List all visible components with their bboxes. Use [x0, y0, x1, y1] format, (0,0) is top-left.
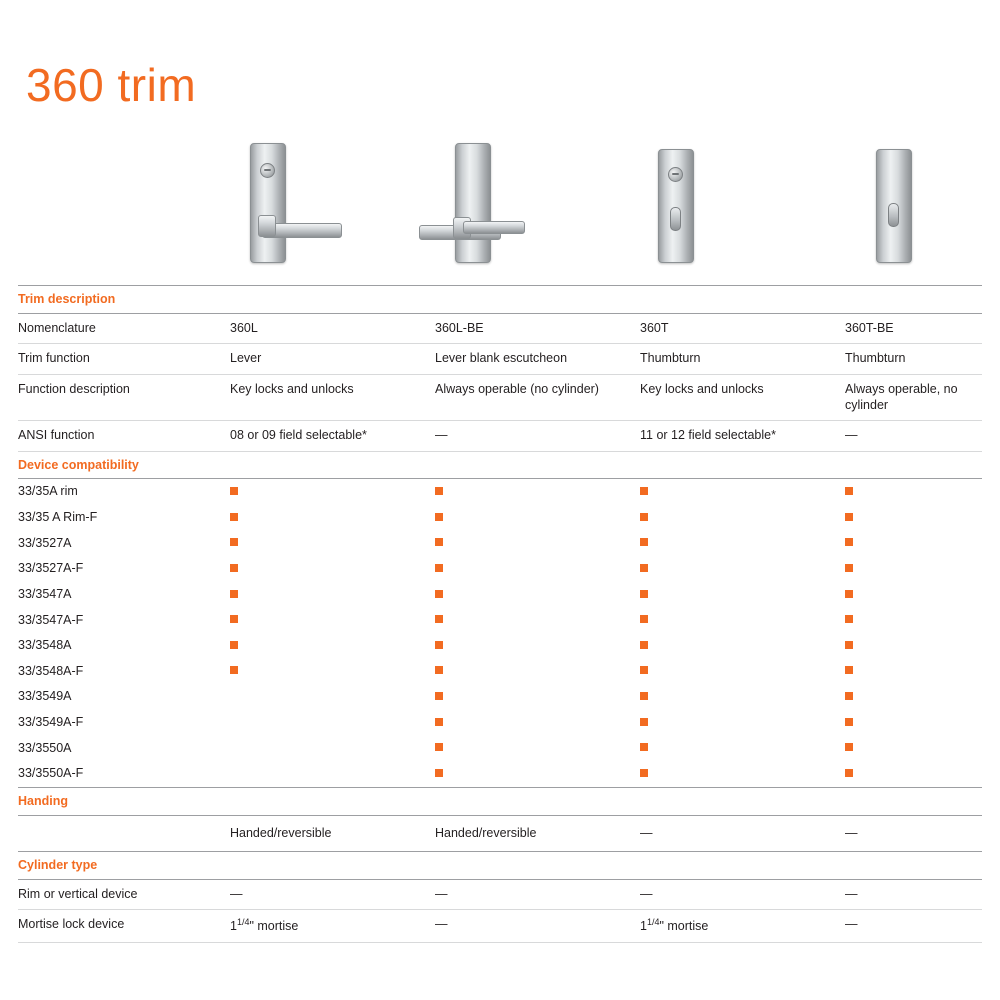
- cell-ansi-function-4: —: [845, 421, 982, 452]
- table-row: [18, 710, 982, 736]
- square-dot-icon: [435, 615, 443, 623]
- compatibility-mark: [435, 505, 640, 531]
- compatibility-mark: [230, 659, 435, 685]
- row-label-nomenclature: Nomenclature: [18, 313, 230, 344]
- product-image-row: [18, 135, 982, 275]
- specification-table: [18, 285, 982, 943]
- square-dot-icon: [435, 666, 443, 674]
- table-row: [18, 505, 982, 531]
- compatibility-rows: [18, 479, 982, 788]
- compatibility-mark: [845, 659, 982, 685]
- compatibility-mark: [640, 505, 845, 531]
- compatibility-mark: [640, 556, 845, 582]
- square-dot-icon: [435, 564, 443, 572]
- section-label-trim-description: Trim description: [18, 286, 982, 314]
- cell-rim-4: —: [845, 879, 982, 910]
- square-dot-icon: [845, 590, 853, 598]
- compatibility-mark: [845, 531, 982, 557]
- table-row-handing: [18, 815, 982, 852]
- square-dot-icon: [845, 538, 853, 546]
- row-label-compatibility: 33/3548A: [18, 638, 72, 653]
- table-row: [18, 736, 982, 762]
- cell-function-description-3: Key locks and unlocks: [640, 374, 845, 420]
- cell-mortise-4: —: [845, 910, 982, 943]
- row-label-compatibility: 33/35 A Rim-F: [18, 510, 98, 524]
- table-row-ansi-function: [18, 421, 982, 452]
- square-dot-icon: [435, 487, 443, 495]
- square-dot-icon: [845, 718, 853, 726]
- square-dot-icon: [845, 615, 853, 623]
- product-image-360t-be: [828, 135, 1000, 275]
- compatibility-empty: [230, 710, 435, 736]
- square-dot-icon: [230, 564, 238, 572]
- square-dot-icon: [230, 487, 238, 495]
- table-row-rim-or-vertical-device: [18, 879, 982, 910]
- cell-handing-3: —: [640, 815, 845, 852]
- cell-ansi-function-2: —: [435, 421, 640, 452]
- square-dot-icon: [640, 641, 648, 649]
- square-dot-icon: [640, 743, 648, 751]
- compatibility-mark: [845, 633, 982, 659]
- cell-nomenclature-1: 360L: [230, 313, 435, 344]
- square-dot-icon: [640, 692, 648, 700]
- row-label-compatibility: 33/3550A: [18, 740, 72, 755]
- compatibility-mark: [845, 479, 982, 505]
- compatibility-mark: [435, 684, 640, 710]
- cell-handing-1: Handed/reversible: [230, 815, 435, 852]
- cell-handing-4: —: [845, 815, 982, 852]
- square-dot-icon: [640, 769, 648, 777]
- compatibility-mark: [230, 556, 435, 582]
- row-label-compatibility: 33/3549A-F: [18, 715, 84, 729]
- row-label-compatibility: 33/35A rim: [18, 484, 78, 499]
- section-header-trim-description: [18, 286, 982, 314]
- compatibility-empty: [230, 761, 435, 787]
- row-label-compatibility: 33/3547A-F: [18, 612, 84, 627]
- square-dot-icon: [845, 564, 853, 572]
- compatibility-mark: [845, 761, 982, 787]
- compatibility-mark: [435, 556, 640, 582]
- row-label-function-description: Function description: [18, 374, 230, 420]
- row-label-compatibility: 33/3547A: [18, 586, 72, 601]
- compatibility-mark: [435, 710, 640, 736]
- cell-handing-2: Handed/reversible: [435, 815, 640, 852]
- row-label-compatibility: 33/3527A: [18, 535, 72, 550]
- square-dot-icon: [435, 769, 443, 777]
- compatibility-mark: [230, 608, 435, 634]
- compatibility-mark: [230, 505, 435, 531]
- table-row: [18, 531, 982, 557]
- section-label-cylinder-type: Cylinder type: [18, 852, 982, 880]
- compatibility-mark: [435, 582, 640, 608]
- cell-nomenclature-3: 360T: [640, 313, 845, 344]
- compatibility-mark: [435, 659, 640, 685]
- row-label-compatibility: 33/3549A: [18, 689, 72, 704]
- cell-nomenclature-4: 360T-BE: [845, 313, 982, 344]
- row-label-compatibility: 33/3550A-F: [18, 766, 84, 781]
- row-label-trim-function: Trim function: [18, 344, 230, 375]
- page-title: 360 trim: [26, 59, 197, 111]
- section-label-device-compatibility: Device compatibility: [18, 451, 982, 479]
- compatibility-empty: [230, 736, 435, 762]
- compatibility-mark: [640, 710, 845, 736]
- cell-trim-function-1: Lever: [230, 344, 435, 375]
- table-row-mortise-lock-device: [18, 910, 982, 943]
- cell-trim-function-4: Thumbturn: [845, 344, 982, 375]
- row-label-compatibility: 33/3527A-F: [18, 561, 84, 576]
- square-dot-icon: [845, 513, 853, 521]
- compatibility-mark: [435, 633, 640, 659]
- compatibility-mark: [435, 736, 640, 762]
- square-dot-icon: [640, 590, 648, 598]
- compatibility-mark: [845, 608, 982, 634]
- compatibility-mark: [640, 659, 845, 685]
- table-row: [18, 479, 982, 505]
- row-label-ansi-function: ANSI function: [18, 421, 230, 452]
- compatibility-mark: [640, 736, 845, 762]
- compatibility-mark: [230, 582, 435, 608]
- square-dot-icon: [435, 743, 443, 751]
- table-row-trim-function: [18, 344, 982, 375]
- table-row: [18, 556, 982, 582]
- cell-trim-function-2: Lever blank escutcheon: [435, 344, 640, 375]
- cell-trim-function-3: Thumbturn: [640, 344, 845, 375]
- square-dot-icon: [435, 718, 443, 726]
- cell-function-description-2: Always operable (no cylinder): [435, 374, 640, 420]
- product-image-360t: [628, 135, 828, 275]
- square-dot-icon: [435, 513, 443, 521]
- square-dot-icon: [435, 590, 443, 598]
- table-row: [18, 659, 982, 685]
- square-dot-icon: [640, 666, 648, 674]
- compatibility-mark: [435, 479, 640, 505]
- compatibility-mark: [640, 531, 845, 557]
- cell-mortise-3: $1^{1/4}$" mortise: [640, 910, 845, 943]
- compatibility-mark: [230, 633, 435, 659]
- compatibility-mark: [435, 761, 640, 787]
- section-header-handing: [18, 787, 982, 815]
- table-row-function-description: [18, 374, 982, 420]
- square-dot-icon: [230, 666, 238, 674]
- table-row-nomenclature: [18, 313, 982, 344]
- square-dot-icon: [845, 692, 853, 700]
- square-dot-icon: [845, 666, 853, 674]
- compatibility-mark: [640, 479, 845, 505]
- square-dot-icon: [230, 590, 238, 598]
- cell-rim-1: —: [230, 879, 435, 910]
- cell-nomenclature-2: 360L-BE: [435, 313, 640, 344]
- compatibility-empty: [230, 684, 435, 710]
- cell-ansi-function-3: 11 or 12 field selectable*: [640, 421, 845, 452]
- compatibility-mark: [845, 582, 982, 608]
- compatibility-mark: [640, 582, 845, 608]
- row-label-compatibility: 33/3548A-F: [18, 663, 84, 678]
- row-label-mortise-lock-device: Mortise lock device: [18, 910, 230, 943]
- cell-function-description-4: Always operable, no cylinder: [845, 374, 982, 420]
- compatibility-mark: [845, 505, 982, 531]
- square-dot-icon: [435, 641, 443, 649]
- table-row: [18, 761, 982, 787]
- cell-ansi-function-1: 08 or 09 field selectable*: [230, 421, 435, 452]
- compatibility-mark: [435, 531, 640, 557]
- square-dot-icon: [640, 564, 648, 572]
- table-row: [18, 633, 982, 659]
- compatibility-mark: [845, 710, 982, 736]
- square-dot-icon: [640, 615, 648, 623]
- square-dot-icon: [435, 538, 443, 546]
- product-image-360l: [218, 135, 418, 275]
- square-dot-icon: [845, 769, 853, 777]
- section-label-handing: Handing: [18, 787, 982, 815]
- square-dot-icon: [845, 641, 853, 649]
- square-dot-icon: [230, 538, 238, 546]
- cell-rim-2: —: [435, 879, 640, 910]
- square-dot-icon: [640, 718, 648, 726]
- product-image-360l-be: [423, 135, 623, 275]
- compatibility-mark: [845, 736, 982, 762]
- square-dot-icon: [230, 641, 238, 649]
- square-dot-icon: [845, 743, 853, 751]
- compatibility-mark: [845, 684, 982, 710]
- compatibility-mark: [435, 608, 640, 634]
- square-dot-icon: [230, 615, 238, 623]
- row-label-handing: [18, 815, 230, 852]
- cell-rim-3: —: [640, 879, 845, 910]
- compatibility-mark: [640, 633, 845, 659]
- cell-function-description-1: Key locks and unlocks: [230, 374, 435, 420]
- square-dot-icon: [230, 513, 238, 521]
- square-dot-icon: [640, 538, 648, 546]
- table-row: [18, 582, 982, 608]
- compatibility-mark: [640, 608, 845, 634]
- section-header-cylinder-type: [18, 852, 982, 880]
- compatibility-mark: [640, 761, 845, 787]
- compatibility-mark: [230, 531, 435, 557]
- section-header-device-compatibility: [18, 451, 982, 479]
- compatibility-mark: [845, 556, 982, 582]
- square-dot-icon: [640, 487, 648, 495]
- table-row: [18, 684, 982, 710]
- square-dot-icon: [435, 692, 443, 700]
- row-label-rim-or-vertical-device: Rim or vertical device: [18, 879, 230, 910]
- cell-mortise-1: $1^{1/4}$" mortise: [230, 910, 435, 943]
- compatibility-mark: [640, 684, 845, 710]
- table-row: [18, 608, 982, 634]
- square-dot-icon: [845, 487, 853, 495]
- square-dot-icon: [640, 513, 648, 521]
- compatibility-mark: [230, 479, 435, 505]
- cell-mortise-2: —: [435, 910, 640, 943]
